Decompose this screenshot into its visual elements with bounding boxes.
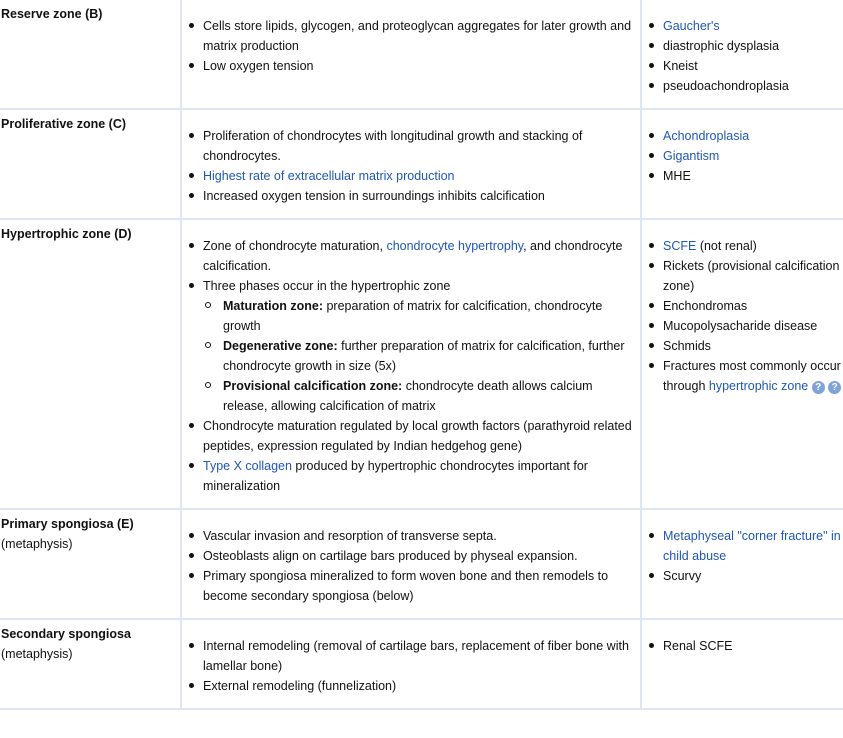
feature-item bbox=[188, 676, 636, 696]
feature-item bbox=[188, 526, 636, 546]
disease-item bbox=[648, 336, 843, 356]
text-segment: , and chondrocyte calcification. bbox=[203, 239, 623, 273]
text-segment: Proliferation of chondrocytes with longitudinal growth and stacking of chondrocytes. bbox=[203, 129, 583, 163]
feature-item bbox=[188, 276, 636, 416]
text-segment: Fractures most commonly occur through bbox=[663, 359, 841, 393]
text-segment: diastrophic dysplasia bbox=[663, 39, 780, 53]
text-segment: pseudoachondroplasia bbox=[663, 79, 789, 93]
zone-note: (metaphysis) bbox=[1, 537, 73, 551]
text-segment: chondrocyte death allows calcium release, allowing calcification of matrix bbox=[223, 379, 593, 413]
text-segment: (not renal) bbox=[696, 239, 757, 253]
text-segment: Primary spongiosa mineralized to form woven bone and then remodels to become secondary spongiosa (below) bbox=[203, 569, 609, 603]
text-segment: MHE bbox=[663, 169, 691, 183]
sub-feature-item bbox=[203, 376, 636, 416]
features-cell bbox=[181, 509, 641, 619]
zone-row bbox=[0, 619, 843, 709]
zone-row bbox=[0, 509, 843, 619]
feature-item bbox=[188, 416, 636, 456]
topic-link[interactable]: Gaucher's bbox=[663, 19, 720, 33]
diseases-cell bbox=[641, 109, 843, 219]
disease-item bbox=[648, 236, 843, 256]
text-segment: Osteoblasts align on cartilage bars produced by physeal expansion. bbox=[203, 549, 578, 563]
zone-cell bbox=[0, 109, 181, 219]
disease-item bbox=[648, 566, 843, 586]
zone-row bbox=[0, 219, 843, 509]
text-segment: Low oxygen tension bbox=[203, 59, 314, 73]
feature-item bbox=[188, 166, 636, 186]
diseases-cell bbox=[641, 219, 843, 509]
text-segment: Three phases occur in the hypertrophic zone bbox=[203, 279, 451, 293]
features-cell bbox=[181, 109, 641, 219]
text-segment: Vascular invasion and resorption of transverse septa. bbox=[203, 529, 497, 543]
disease-item bbox=[648, 36, 843, 56]
diseases-cell bbox=[641, 619, 843, 709]
feature-item bbox=[188, 126, 636, 166]
phase-label: Provisional calcification zone: bbox=[223, 379, 403, 393]
topic-link[interactable]: Achondroplasia bbox=[663, 129, 750, 143]
help-icon[interactable]: ? bbox=[828, 381, 841, 394]
feature-item bbox=[188, 456, 636, 496]
features-cell bbox=[181, 0, 641, 109]
features-cell bbox=[181, 219, 641, 509]
feature-item bbox=[188, 236, 636, 276]
feature-item-list bbox=[188, 126, 636, 206]
topic-link[interactable]: Type X collagen bbox=[203, 459, 292, 473]
topic-link[interactable]: hypertrophic zone bbox=[708, 379, 809, 393]
text-segment: Enchondromas bbox=[663, 299, 748, 313]
zone-row bbox=[0, 0, 843, 109]
phase-label: Maturation zone: bbox=[223, 299, 323, 313]
text-segment: Increased oxygen tension in surroundings inhibits calcification bbox=[203, 189, 545, 203]
disease-item bbox=[648, 166, 843, 186]
text-segment: External remodeling (funnelization) bbox=[203, 679, 397, 693]
zone-row bbox=[0, 109, 843, 219]
text-segment: further preparation of matrix for calcification, further chondrocyte growth in size (5x) bbox=[223, 339, 625, 373]
feature-item-list bbox=[188, 16, 636, 76]
disease-item bbox=[648, 126, 843, 146]
feature-item bbox=[188, 566, 636, 606]
disease-item bbox=[648, 526, 843, 566]
features-cell bbox=[181, 619, 641, 709]
zone-cell bbox=[0, 619, 181, 709]
phase-label: Degenerative zone: bbox=[223, 339, 338, 353]
text-segment: Cells store lipids, glycogen, and proteoglycan aggregates for later growth and matrix production bbox=[203, 19, 632, 53]
disease-item bbox=[648, 16, 843, 36]
zone-name: Primary spongiosa (E) bbox=[1, 517, 134, 531]
feature-item-list bbox=[188, 636, 636, 696]
help-icon[interactable]: ? bbox=[812, 381, 825, 394]
diseases-cell bbox=[641, 509, 843, 619]
text-segment: Rickets (provisional calcification zone) bbox=[663, 259, 840, 293]
disease-item bbox=[648, 76, 843, 96]
disease-item-list bbox=[648, 126, 843, 186]
text-segment: Renal SCFE bbox=[663, 639, 733, 653]
diseases-cell bbox=[641, 0, 843, 109]
feature-item-list bbox=[188, 526, 636, 606]
disease-item bbox=[648, 256, 843, 296]
text-segment: Schmids bbox=[663, 339, 711, 353]
zone-cell bbox=[0, 219, 181, 509]
sub-feature-item-list bbox=[203, 296, 636, 416]
zone-name: Proliferative zone (C) bbox=[1, 117, 127, 131]
topic-link[interactable]: Metaphyseal "corner fracture" in child abuse bbox=[663, 529, 841, 563]
feature-item bbox=[188, 16, 636, 56]
sub-feature-item bbox=[203, 296, 636, 336]
sub-feature-item bbox=[203, 336, 636, 376]
feature-item bbox=[188, 56, 636, 76]
text-segment: Chondrocyte maturation regulated by local growth factors (parathyroid related peptides, expression regulated by Indian hedgehog gene) bbox=[203, 419, 632, 453]
text-segment: produced by hypertrophic chondrocytes important for mineralization bbox=[203, 459, 588, 493]
feature-item bbox=[188, 636, 636, 676]
zone-cell bbox=[0, 509, 181, 619]
text-segment: Internal remodeling (removal of cartilage bars, replacement of fiber bone with lamellar bone) bbox=[203, 639, 629, 673]
topic-link[interactable]: SCFE bbox=[663, 239, 697, 253]
topic-link[interactable]: chondrocyte hypertrophy bbox=[386, 239, 524, 253]
feature-item-list bbox=[188, 236, 636, 496]
topic-link[interactable]: Gigantism bbox=[663, 149, 720, 163]
zone-cell bbox=[0, 0, 181, 109]
disease-item bbox=[648, 636, 843, 656]
disease-item bbox=[648, 356, 843, 396]
disease-item bbox=[648, 316, 843, 336]
feature-item bbox=[188, 186, 636, 206]
zone-name: Secondary spongiosa bbox=[1, 627, 131, 641]
zone-note: (metaphysis) bbox=[1, 647, 73, 661]
disease-item-list bbox=[648, 16, 843, 96]
disease-item-list bbox=[648, 636, 843, 656]
feature-item bbox=[188, 546, 636, 566]
disease-item bbox=[648, 296, 843, 316]
text-segment: Mucopolysacharide disease bbox=[663, 319, 818, 333]
zone-name: Reserve zone (B) bbox=[1, 7, 103, 21]
disease-item-list bbox=[648, 236, 843, 396]
disease-item-list bbox=[648, 526, 843, 586]
disease-item bbox=[648, 56, 843, 76]
text-segment: Zone of chondrocyte maturation, bbox=[203, 239, 387, 253]
disease-item bbox=[648, 146, 843, 166]
text-segment: preparation of matrix for calcification, chondrocyte growth bbox=[223, 299, 603, 333]
topic-link[interactable]: Highest rate of extracellular matrix production bbox=[203, 169, 455, 183]
zone-name: Hypertrophic zone (D) bbox=[1, 227, 132, 241]
text-segment: Kneist bbox=[663, 59, 698, 73]
text-segment: Scurvy bbox=[663, 569, 702, 583]
